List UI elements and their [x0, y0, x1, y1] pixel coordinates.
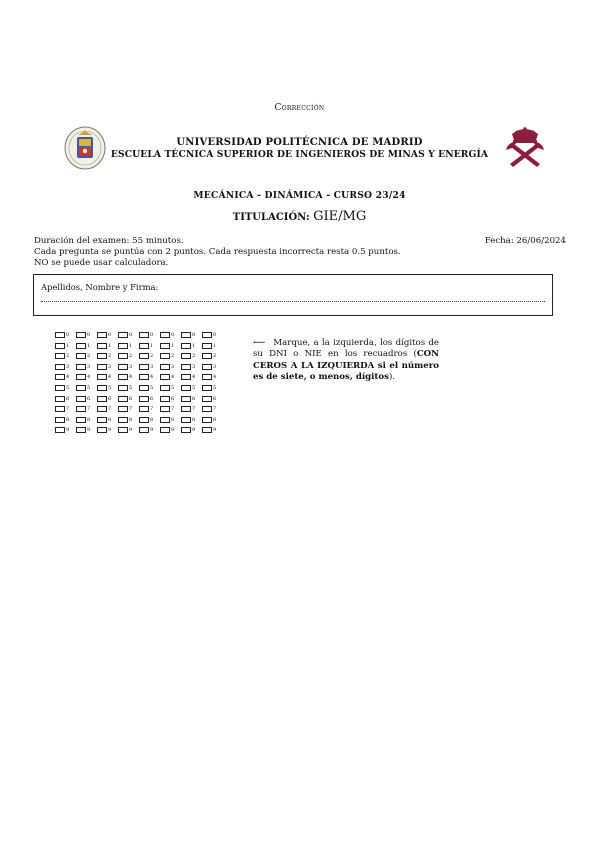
- dni-digit-label: 5: [129, 385, 133, 391]
- dni-bubble[interactable]: [139, 342, 159, 351]
- dni-digit-label: 0: [192, 332, 196, 338]
- name-signature-line[interactable]: [41, 300, 545, 302]
- dni-digit-label: 0: [150, 332, 154, 338]
- checkbox-square[interactable]: [76, 353, 86, 359]
- checkbox-square[interactable]: [118, 406, 128, 412]
- dni-bubble[interactable]: [97, 331, 117, 340]
- checkbox-square[interactable]: [76, 374, 86, 380]
- dni-digit-label: 3: [192, 363, 196, 370]
- dni-bubble[interactable]: [139, 352, 159, 361]
- dni-digit-label: 6: [87, 395, 91, 402]
- dni-digit-label: 0: [213, 332, 217, 338]
- checkbox-square[interactable]: [55, 417, 65, 423]
- dni-bubble[interactable]: [202, 342, 222, 351]
- checkbox-square[interactable]: [202, 427, 212, 433]
- checkbox-square[interactable]: [160, 385, 170, 391]
- dni-bubble[interactable]: [76, 384, 96, 393]
- checkbox-square[interactable]: [181, 343, 191, 349]
- dni-digit-label: 4: [192, 374, 196, 381]
- checkbox-square[interactable]: [202, 374, 212, 380]
- checkbox-square[interactable]: [76, 427, 86, 433]
- checkbox-square[interactable]: [139, 364, 149, 370]
- checkbox-square[interactable]: [160, 417, 170, 423]
- dni-bubble[interactable]: [202, 331, 222, 340]
- dni-bubble[interactable]: [181, 426, 201, 435]
- dni-bubble[interactable]: [118, 384, 138, 393]
- dni-digit-label: 1: [129, 342, 133, 349]
- dni-bubble[interactable]: [76, 426, 96, 435]
- checkbox-square[interactable]: [55, 427, 65, 433]
- dni-bubble[interactable]: [160, 405, 180, 414]
- dni-bubble[interactable]: [160, 395, 180, 404]
- dni-bubble[interactable]: [55, 373, 75, 382]
- checkbox-square[interactable]: [97, 396, 107, 402]
- dni-bubble[interactable]: [55, 331, 75, 340]
- checkbox-square[interactable]: [97, 374, 107, 380]
- dni-bubble[interactable]: [55, 405, 75, 414]
- dni-bubble[interactable]: [55, 352, 75, 361]
- dni-digit-label: 2: [171, 353, 175, 360]
- dni-bubble[interactable]: [76, 331, 96, 340]
- checkbox-square[interactable]: [181, 353, 191, 359]
- dni-digit-label: 3: [171, 363, 175, 370]
- dni-bubble[interactable]: [139, 384, 159, 393]
- dni-bubble[interactable]: [97, 395, 117, 404]
- dni-bubble[interactable]: [139, 373, 159, 382]
- degree-line: [0, 209, 599, 224]
- checkbox-square[interactable]: [202, 332, 212, 338]
- dni-digit-label: 1: [87, 342, 91, 349]
- dni-bubble[interactable]: [160, 342, 180, 351]
- dni-bubble[interactable]: [181, 331, 201, 340]
- dni-digit-label: 3: [108, 363, 112, 370]
- name-signature-label: Apellidos, Nombre y Firma:: [41, 282, 159, 292]
- dni-digit-label: 1: [150, 342, 154, 349]
- checkbox-square[interactable]: [76, 332, 86, 338]
- dni-digit-label: 9: [192, 427, 196, 434]
- checkbox-square[interactable]: [76, 406, 86, 412]
- dni-bubble[interactable]: [118, 363, 138, 372]
- dni-bubble[interactable]: [118, 342, 138, 351]
- dni-bubble[interactable]: [202, 373, 222, 382]
- dni-digit-label: 9: [213, 427, 217, 434]
- name-signature-box[interactable]: [33, 274, 553, 316]
- exam-duration: Duración del examen: 55 minutos.: [34, 236, 184, 246]
- dni-digit-label: 3: [66, 363, 70, 370]
- dni-digit-label: 0: [87, 332, 91, 338]
- dni-bubble[interactable]: [139, 395, 159, 404]
- dni-digit-label: 3: [150, 363, 154, 370]
- dni-bubble[interactable]: [97, 426, 117, 435]
- dni-digit-label: 6: [66, 395, 70, 402]
- dni-digit-label: 6: [108, 395, 112, 402]
- dni-digit-label: 8: [129, 416, 133, 423]
- checkbox-square[interactable]: [139, 332, 149, 338]
- dni-bubble[interactable]: [160, 363, 180, 372]
- course-title: MECÁNICA - DINÁMICA - CURSO 23/24: [193, 190, 406, 201]
- dni-digit-label: 7: [192, 406, 196, 413]
- dni-bubble[interactable]: [202, 395, 222, 404]
- checkbox-square[interactable]: [181, 364, 191, 370]
- dni-bubble[interactable]: [181, 395, 201, 404]
- dni-digit-label: 6: [171, 395, 175, 402]
- dni-instruction-end: ).: [388, 372, 396, 383]
- dni-digit-label: 7: [213, 406, 217, 413]
- dni-digit-label: 0: [108, 332, 112, 338]
- dni-bubble[interactable]: [97, 373, 117, 382]
- checkbox-square[interactable]: [55, 374, 65, 380]
- dni-bubble[interactable]: [97, 363, 117, 372]
- dni-digit-label: 5: [87, 385, 91, 391]
- dni-instruction-bold: CON CEROS A LA IZQUIERDA si el número es de siete, o menos, dígitos: [253, 349, 439, 383]
- dni-bubble-grid: [55, 331, 225, 439]
- dni-instruction-text: Marque, a la izquierda, los dígitos de su DNI o NIE en los recuadros (: [253, 338, 439, 360]
- dni-bubble[interactable]: [160, 373, 180, 382]
- dni-bubble[interactable]: [160, 426, 180, 435]
- dni-digit-label: 2: [213, 353, 217, 360]
- dni-bubble[interactable]: [118, 352, 138, 361]
- checkbox-square[interactable]: [202, 353, 212, 359]
- checkbox-square[interactable]: [139, 385, 149, 391]
- dni-bubble[interactable]: [97, 416, 117, 425]
- checkbox-square[interactable]: [160, 343, 170, 349]
- dni-digit-label: 4: [129, 374, 133, 381]
- checkbox-square[interactable]: [55, 396, 65, 402]
- checkbox-square[interactable]: [160, 406, 170, 412]
- checkbox-square[interactable]: [118, 417, 128, 423]
- dni-digit-label: 5: [192, 385, 196, 391]
- checkbox-square[interactable]: [55, 364, 65, 370]
- checkbox-square[interactable]: [55, 385, 65, 391]
- checkbox-square[interactable]: [76, 417, 86, 423]
- checkbox-square[interactable]: [97, 406, 107, 412]
- checkbox-square[interactable]: [160, 374, 170, 380]
- dni-bubble[interactable]: [118, 405, 138, 414]
- dni-bubble[interactable]: [76, 373, 96, 382]
- dni-bubble[interactable]: [76, 352, 96, 361]
- checkbox-square[interactable]: [97, 332, 107, 338]
- checkbox-square[interactable]: [118, 332, 128, 338]
- dni-digit-label: 8: [213, 416, 217, 423]
- checkbox-square[interactable]: [55, 406, 65, 412]
- dni-digit-label: 9: [108, 427, 112, 434]
- school-emblem-logo: [502, 124, 548, 172]
- checkbox-square[interactable]: [76, 343, 86, 349]
- dni-digit-label: 1: [213, 342, 217, 349]
- checkbox-square[interactable]: [139, 417, 149, 423]
- dni-bubble[interactable]: [139, 405, 159, 414]
- dni-digit-label: 9: [66, 427, 70, 434]
- dni-bubble[interactable]: [118, 395, 138, 404]
- checkbox-square[interactable]: [181, 396, 191, 402]
- checkbox-square[interactable]: [97, 427, 107, 433]
- dni-bubble[interactable]: [118, 416, 138, 425]
- dni-digit-label: 6: [192, 395, 196, 402]
- dni-bubble[interactable]: [202, 416, 222, 425]
- dni-digit-label: 4: [150, 374, 154, 381]
- checkbox-square[interactable]: [160, 353, 170, 359]
- dni-digit-label: 0: [171, 332, 175, 338]
- dni-digit-label: 4: [87, 374, 91, 381]
- dni-digit-label: 5: [213, 385, 217, 391]
- dni-digit-label: 7: [171, 406, 175, 413]
- checkbox-square[interactable]: [202, 417, 212, 423]
- checkbox-square[interactable]: [97, 385, 107, 391]
- dni-digit-label: 2: [192, 353, 196, 360]
- dni-digit-label: 8: [87, 416, 91, 423]
- dni-bubble[interactable]: [139, 426, 159, 435]
- dni-digit-label: 2: [66, 353, 70, 360]
- dni-digit-label: 8: [171, 416, 175, 423]
- dni-bubble[interactable]: [97, 405, 117, 414]
- dni-digit-label: 5: [150, 385, 154, 391]
- dni-digit-label: 5: [108, 385, 112, 391]
- dni-digit-label: 8: [192, 416, 196, 423]
- dni-bubble[interactable]: [118, 426, 138, 435]
- dni-bubble[interactable]: [76, 395, 96, 404]
- dni-digit-label: 9: [87, 427, 91, 434]
- dni-bubble[interactable]: [139, 331, 159, 340]
- dni-digit-label: 4: [171, 374, 175, 381]
- checkbox-square[interactable]: [202, 364, 212, 370]
- dni-bubble[interactable]: [76, 342, 96, 351]
- dni-instruction: [253, 338, 439, 384]
- checkbox-square[interactable]: [181, 332, 191, 338]
- checkbox-square[interactable]: [97, 364, 107, 370]
- dni-digit-label: 4: [108, 374, 112, 381]
- dni-bubble[interactable]: [181, 363, 201, 372]
- checkbox-square[interactable]: [118, 343, 128, 349]
- dni-digit-label: 9: [129, 427, 133, 434]
- calculator-note: NO se puede usar calculadora.: [34, 258, 169, 268]
- checkbox-square[interactable]: [139, 427, 149, 433]
- checkbox-square[interactable]: [160, 364, 170, 370]
- dni-bubble[interactable]: [181, 416, 201, 425]
- dni-digit-label: 7: [108, 406, 112, 413]
- checkbox-square[interactable]: [118, 427, 128, 433]
- dni-bubble[interactable]: [139, 416, 159, 425]
- dni-digit-label: 7: [66, 406, 70, 413]
- dni-bubble[interactable]: [76, 416, 96, 425]
- dni-bubble[interactable]: [55, 395, 75, 404]
- university-name: UNIVERSIDAD POLITÉCNICA DE MADRID: [176, 137, 423, 148]
- dni-bubble[interactable]: [181, 342, 201, 351]
- checkbox-square[interactable]: [118, 364, 128, 370]
- dni-bubble[interactable]: [202, 426, 222, 435]
- dni-digit-label: 8: [108, 416, 112, 423]
- dni-digit-label: 6: [150, 395, 154, 402]
- dni-digit-label: 1: [108, 342, 112, 349]
- checkbox-square[interactable]: [97, 417, 107, 423]
- dni-digit-label: 7: [87, 406, 91, 413]
- dni-digit-label: 2: [150, 353, 154, 360]
- checkbox-square[interactable]: [139, 396, 149, 402]
- dni-bubble[interactable]: [55, 416, 75, 425]
- dni-bubble[interactable]: [181, 373, 201, 382]
- dni-bubble[interactable]: [55, 384, 75, 393]
- scoring-rules: Cada pregunta se puntúa con 2 puntos. Cada respuesta incorrecta resta 0.5 puntos.: [34, 247, 401, 257]
- checkbox-square[interactable]: [202, 406, 212, 412]
- correction-label: Corrección: [274, 103, 325, 113]
- checkbox-square[interactable]: [139, 353, 149, 359]
- dni-digit-label: 5: [171, 385, 175, 391]
- dni-bubble[interactable]: [97, 342, 117, 351]
- checkbox-square[interactable]: [118, 374, 128, 380]
- checkbox-square[interactable]: [76, 364, 86, 370]
- dni-digit-label: 0: [66, 332, 70, 338]
- checkbox-square[interactable]: [160, 332, 170, 338]
- degree-value: GIE/MG: [313, 209, 367, 224]
- dni-digit-label: 5: [66, 385, 70, 391]
- dni-bubble[interactable]: [97, 384, 117, 393]
- dni-bubble[interactable]: [55, 363, 75, 372]
- upm-seal-logo: [64, 126, 106, 170]
- dni-bubble[interactable]: [76, 405, 96, 414]
- checkbox-square[interactable]: [181, 374, 191, 380]
- dni-digit-label: 1: [171, 342, 175, 349]
- dni-digit-label: 6: [213, 395, 217, 402]
- left-arrow-icon: ⟵: [253, 338, 266, 348]
- dni-bubble[interactable]: [118, 373, 138, 382]
- dni-digit-label: 3: [129, 363, 133, 370]
- dni-bubble[interactable]: [202, 405, 222, 414]
- checkbox-square[interactable]: [139, 343, 149, 349]
- dni-digit-label: 7: [150, 406, 154, 413]
- dni-digit-label: 3: [87, 363, 91, 370]
- dni-digit-label: 3: [213, 363, 217, 370]
- checkbox-square[interactable]: [76, 385, 86, 391]
- checkbox-square[interactable]: [76, 396, 86, 402]
- dni-digit-label: 9: [171, 427, 175, 434]
- checkbox-square[interactable]: [181, 427, 191, 433]
- school-name: ESCUELA TÉCNICA SUPERIOR DE INGENIEROS DE MINAS Y ENERGÍA: [110, 149, 489, 160]
- dni-digit-label: 2: [87, 353, 91, 360]
- dni-digit-label: 8: [66, 416, 70, 423]
- checkbox-square[interactable]: [181, 417, 191, 423]
- dni-bubble[interactable]: [181, 384, 201, 393]
- checkbox-square[interactable]: [139, 406, 149, 412]
- checkbox-square[interactable]: [55, 343, 65, 349]
- checkbox-square[interactable]: [181, 385, 191, 391]
- checkbox-square[interactable]: [139, 374, 149, 380]
- dni-bubble[interactable]: [160, 416, 180, 425]
- dni-digit-label: 1: [66, 342, 70, 349]
- dni-digit-label: 2: [108, 353, 112, 360]
- dni-digit-label: 0: [129, 332, 133, 338]
- dni-digit-label: 4: [66, 374, 70, 381]
- checkbox-square[interactable]: [97, 343, 107, 349]
- dni-digit-label: 2: [129, 353, 133, 360]
- checkbox-square[interactable]: [97, 353, 107, 359]
- dni-bubble[interactable]: [202, 363, 222, 372]
- checkbox-square[interactable]: [202, 343, 212, 349]
- checkbox-square[interactable]: [160, 396, 170, 402]
- dni-digit-label: 8: [150, 416, 154, 423]
- checkbox-square[interactable]: [181, 406, 191, 412]
- dni-bubble[interactable]: [55, 426, 75, 435]
- checkbox-square[interactable]: [118, 396, 128, 402]
- dni-digit-label: 1: [192, 342, 196, 349]
- dni-digit-label: 6: [129, 395, 133, 402]
- dni-bubble[interactable]: [202, 352, 222, 361]
- dni-digit-label: 4: [213, 374, 217, 381]
- dni-bubble[interactable]: [181, 352, 201, 361]
- exam-date: Fecha: 26/06/2024: [484, 236, 566, 246]
- dni-bubble[interactable]: [97, 352, 117, 361]
- checkbox-square[interactable]: [202, 396, 212, 402]
- checkbox-square[interactable]: [160, 427, 170, 433]
- checkbox-square[interactable]: [118, 385, 128, 391]
- checkbox-square[interactable]: [55, 332, 65, 338]
- dni-bubble[interactable]: [202, 384, 222, 393]
- dni-bubble[interactable]: [139, 363, 159, 372]
- dni-bubble[interactable]: [118, 331, 138, 340]
- dni-bubble[interactable]: [181, 405, 201, 414]
- dni-digit-label: 9: [150, 427, 154, 434]
- dni-bubble[interactable]: [160, 384, 180, 393]
- dni-bubble[interactable]: [160, 331, 180, 340]
- dni-bubble[interactable]: [76, 363, 96, 372]
- checkbox-square[interactable]: [202, 385, 212, 391]
- checkbox-square[interactable]: [118, 353, 128, 359]
- degree-label: TITULACIÓN:: [232, 212, 310, 223]
- dni-bubble[interactable]: [55, 342, 75, 351]
- checkbox-square[interactable]: [55, 353, 65, 359]
- dni-digit-label: 7: [129, 406, 133, 413]
- dni-bubble[interactable]: [160, 352, 180, 361]
